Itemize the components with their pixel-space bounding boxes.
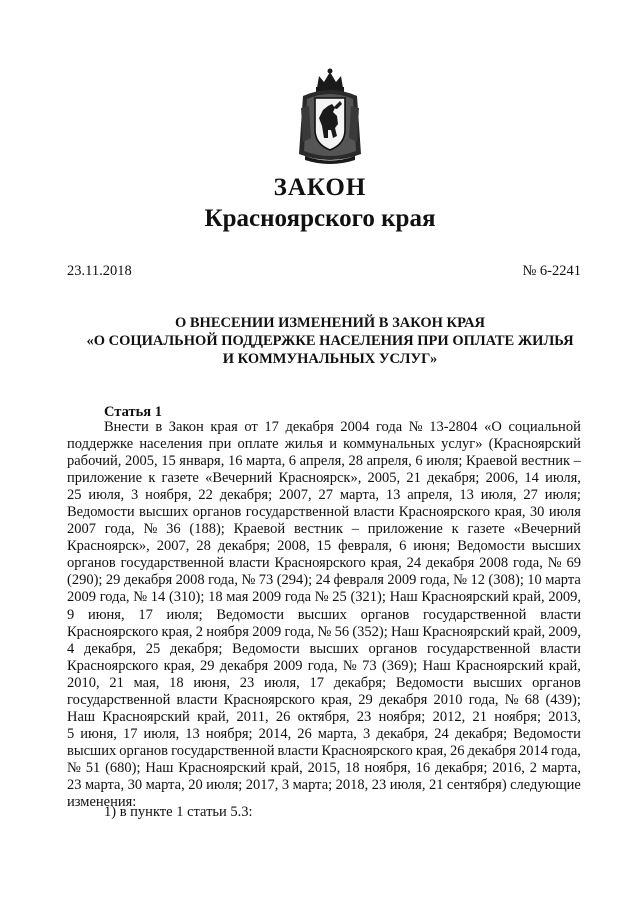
article-body-line: 2009 года, № 14 (310); 18 мая 2009 года № 25 (321); Наш Красноярский край, 2009,: [67, 589, 581, 606]
issuer-title: Красноярского края: [204, 205, 436, 232]
article-body-line: 2010, 21 мая, 18 июня, 23 июля, 17 декабря; Ведомости высших органов: [67, 674, 581, 691]
article-body-line: Красноярского края, 2 ноября 2009 года, № 56 (352); Наш Красноярский край, 2009,: [67, 623, 581, 640]
article-body-line: органов государственной власти Красноярского края, 24 декабря 2008 года, № 69: [67, 555, 581, 572]
article-body-line: высших органов государственной власти Красноярского края, 26 декабря 2014 года,: [67, 742, 581, 759]
article-body: [67, 419, 581, 811]
article-body-line: государственной власти Красноярского края, 29 декабря 2010 года, № 68 (439);: [67, 691, 581, 708]
article-body-line: Красноярского края, 29 декабря 2009 года, № 73 (369); Наш Красноярский край,: [67, 657, 581, 674]
article-body-line: 9 июня, 17 июля; Ведомости высших органов государственной власти: [67, 606, 581, 623]
law-heading-line: И КОММУНАЛЬНЫХ УСЛУГ»: [222, 351, 438, 367]
article-body-line: (290); 29 декабря 2008 года, № 73 (294); 24 февраля 2009 года, № 12 (308); 10 марта: [67, 572, 581, 589]
article-body-line: Наш Красноярский край, 2011, 26 октября, 23 ноября; 2012, 21 ноября; 2013,: [67, 708, 581, 725]
article-body-line: 25 июля, 3 ноября, 22 декабря; 2007, 27 марта, 13 апреля, 13 июля, 27 июля;: [67, 487, 581, 504]
document-number: № 6-2241: [522, 263, 581, 279]
article-body-line: 4 декабря, 25 декабря; Ведомости высших органов государственной власти: [67, 640, 581, 657]
document-meta: [67, 263, 581, 281]
article-item: 1) в пункте 1 статьи 5.3:: [104, 804, 253, 820]
article-body-line: Ведомости высших органов государственной власти Красноярского края, 30 июля: [67, 504, 581, 521]
article-body-line: 23 марта, 30 марта, 20 июля; 2017, 3 марта; 2018, 23 июля, 21 сентября) следующие: [67, 776, 581, 793]
article-body-line: приложение к газете «Вечерний Красноярск», 2005, 21 декабря; 2006, 14 июля,: [67, 470, 581, 487]
document-type-title: ЗАКОН: [273, 174, 367, 201]
law-heading-line: «О СОЦИАЛЬНОЙ ПОДДЕРЖКЕ НАСЕЛЕНИЯ ПРИ ОПЛАТЕ ЖИЛЬЯ: [86, 333, 574, 349]
article-body-line: № 51 (680); Наш Красноярский край, 2015, 18 ноября, 16 декабря; 2016, 2 марта,: [67, 759, 581, 776]
article-body-line: Красноярск», 2007, 28 декабря; 2008, 15 февраля, 6 июня; Ведомости высших: [67, 538, 581, 555]
article-body-line: изменения:: [67, 794, 137, 811]
law-heading: [60, 314, 600, 368]
article-body-line: рабочий, 2005, 15 января, 16 марта, 6 апреля, 28 апреля, 6 июля; Краевой вестник –: [67, 453, 581, 470]
article-body-line: 5 июня, 17 июля, 13 ноября; 2014, 26 марта, 3 декабря, 24 декабря; Ведомости: [67, 725, 581, 742]
article-body-line: 2007 года, № 36 (188); Краевой вестник – приложение к газете «Вечерний: [67, 521, 581, 538]
article-body-line: Внести в Закон края от 17 декабря 2004 года № 13-2804 «О социальной: [104, 419, 581, 435]
law-heading-line: О ВНЕСЕНИИ ИЗМЕНЕНИЙ В ЗАКОН КРАЯ: [174, 315, 486, 331]
document-date: 23.11.2018: [67, 263, 132, 279]
coat-of-arms-emblem: [295, 68, 365, 166]
article-body-line: поддержке населения при оплате жилья и коммунальных услуг» (Красноярский: [67, 436, 581, 453]
article-title: Статья 1: [104, 404, 162, 420]
